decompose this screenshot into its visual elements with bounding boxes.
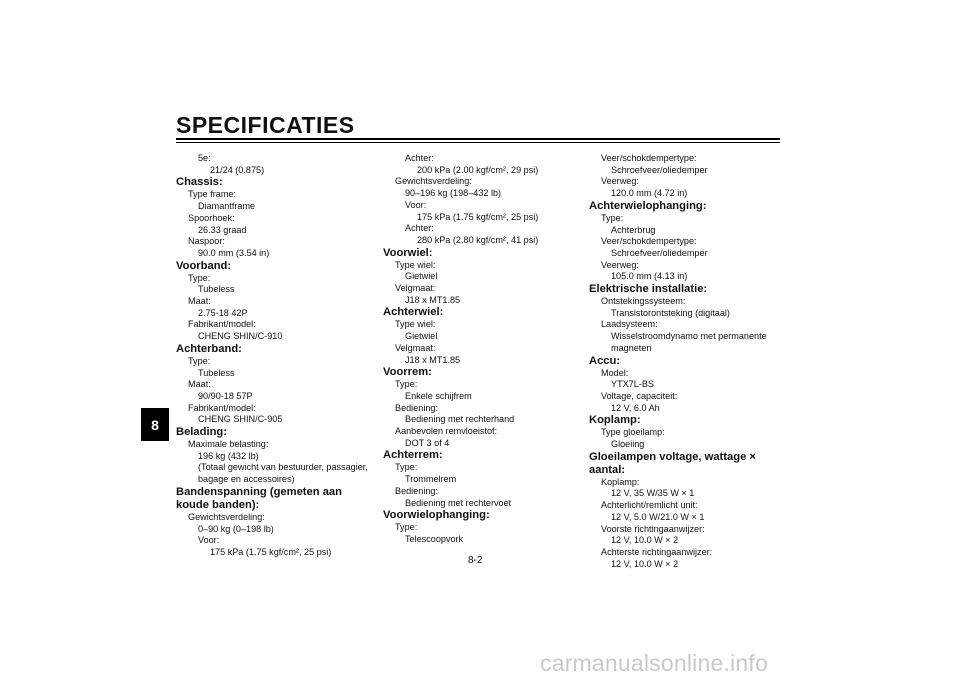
spec-line: Fabrikant/model: — [188, 319, 256, 330]
spec-line: 90.0 mm (3.54 in) — [198, 247, 270, 258]
section-heading: Voorwiel: — [383, 246, 433, 259]
spec-line: 120.0 mm (4.72 in) — [611, 188, 688, 199]
spec-line: Bediening: — [395, 485, 438, 496]
spec-line: 175 kPa (1.75 kgf/cm², 25 psi) — [417, 211, 539, 222]
spec-line: Achterbrug — [611, 224, 656, 235]
spec-line: (Totaal gewicht van bestuurder, passagier, — [198, 462, 368, 473]
spec-line: Gewichtsverdeling: — [395, 176, 472, 187]
page-title: SPECIFICATIES — [176, 112, 355, 138]
spec-line: 105.0 mm (4.13 in) — [611, 271, 688, 282]
section-heading: Achterrem: — [383, 449, 443, 462]
spec-line: Veer/schokdempertype: — [601, 153, 697, 163]
section-heading: Voorrem: — [383, 366, 432, 379]
spec-column-3 — [589, 153, 789, 570]
spec-line: Achter: — [405, 153, 434, 163]
spec-line: 2.75-18 42P — [198, 307, 248, 318]
spec-line: 280 kPa (2.80 kgf/cm², 41 psi) — [417, 234, 539, 245]
spec-line: Tubeless — [198, 284, 235, 295]
spec-line: Tubeless — [198, 367, 235, 378]
spec-line: CHENG SHIN/C-905 — [198, 414, 283, 425]
spec-line: Type frame: — [188, 189, 237, 200]
spec-line: Ontstekingssysteem: — [601, 296, 686, 307]
spec-line: Gietwiel — [405, 331, 438, 342]
spec-line: Veer/schokdempertype: — [601, 236, 697, 247]
spec-line: Maat: — [188, 379, 211, 390]
spec-line: Aanbevolen remvloeistof: — [395, 426, 498, 437]
spec-line: 12 V, 10.0 W × 2 — [611, 558, 679, 569]
header-rule-thin — [176, 142, 780, 143]
spec-line: bagage en accessoires) — [198, 474, 295, 485]
spec-line: Achter: — [405, 223, 434, 234]
spec-line: Achterste richtingaanwijzer: — [601, 546, 713, 557]
spec-line: 12 V, 5.0 W/21.0 W × 1 — [611, 511, 705, 522]
spec-line: Velgmaat: — [395, 342, 436, 353]
header-rule — [176, 138, 780, 140]
spec-line: 21/24 (0.875) — [210, 164, 265, 175]
section-heading: Voorband: — [176, 259, 232, 272]
spec-line: Voorste richtingaanwijzer: — [601, 523, 705, 534]
spec-line: Maximale belasting: — [188, 439, 269, 450]
section-heading: Bandenspanning (gemeten aan koude banden): — [176, 485, 342, 511]
spec-line: 90–196 kg (198–432 lb) — [405, 188, 502, 199]
spec-line: Naspoor: — [188, 236, 225, 247]
spec-line: 26.33 graad — [198, 224, 247, 235]
spec-line: J18 x MT1.85 — [405, 294, 461, 305]
spec-line: Bediening met rechterhand — [405, 414, 515, 425]
spec-line: Schroefveer/oliedemper — [611, 247, 708, 258]
spec-line: 90/90-18 57P — [198, 390, 253, 401]
spec-line: Transistorontsteking (digitaal) — [611, 307, 730, 318]
spec-line: Bediening: — [395, 402, 438, 413]
spec-line: Type gloeilamp: — [601, 427, 665, 438]
section-heading: Gloeilampen voltage, wattage × aantal: — [589, 450, 756, 476]
page-number: 8-2 — [468, 555, 483, 566]
spec-line: 5e: — [198, 153, 211, 163]
section-heading: Achterwielophanging: — [589, 199, 707, 212]
spec-line: Type wiel: — [395, 259, 436, 270]
spec-line: Velgmaat: — [395, 283, 436, 294]
section-heading: Voorwielophanging: — [383, 509, 490, 522]
spec-line: Telescoopvork — [405, 533, 464, 544]
spec-line: Wisselstroomdynamo met permanente — [611, 331, 767, 342]
section-heading: Achterwiel: — [383, 306, 444, 319]
spec-line: Koplamp: — [601, 476, 640, 487]
spec-line: Type wiel: — [395, 319, 436, 330]
spec-line: 0–90 kg (0–198 lb) — [198, 523, 274, 534]
watermark: carmanualsonline.info — [540, 650, 768, 676]
spec-line: Achterlicht/remlicht unit: — [601, 500, 698, 511]
spec-column-2 — [383, 153, 583, 546]
spec-line: Model: — [601, 367, 629, 378]
spec-line: Type: — [601, 212, 624, 223]
spec-line: 12 V, 6.0 Ah — [611, 402, 660, 413]
spec-line: Veerweg: — [601, 259, 639, 270]
spec-line: Gloeiing — [611, 439, 645, 450]
spec-line: Type: — [395, 379, 418, 390]
spec-line: magneten — [611, 342, 652, 353]
spec-line: 12 V, 35 W/35 W × 1 — [611, 488, 695, 499]
section-heading: Achterband: — [176, 342, 242, 355]
spec-line: Type: — [188, 355, 211, 366]
spec-line: Fabrikant/model: — [188, 402, 256, 413]
section-heading: Chassis: — [176, 176, 223, 189]
spec-line: Trommelrem — [405, 474, 457, 485]
spec-line: Maat: — [188, 296, 211, 307]
spec-line: 196 kg (432 lb) — [198, 450, 259, 461]
spec-line: Type: — [188, 272, 211, 283]
spec-line: Veerweg: — [601, 176, 639, 187]
spec-line: Schroefveer/oliedemper — [611, 164, 708, 175]
spec-line: Laadsysteem: — [601, 319, 658, 330]
spec-line: Type: — [395, 522, 418, 533]
spec-line: Diamantframe — [198, 201, 256, 212]
spec-line: DOT 3 of 4 — [405, 437, 450, 448]
spec-line: Voltage, capaciteit: — [601, 390, 678, 401]
spec-line: 200 kPa (2.00 kgf/cm², 29 psi) — [417, 164, 539, 175]
spec-line: Gietwiel — [405, 271, 438, 282]
spec-line: J18 x MT1.85 — [405, 354, 461, 365]
spec-line: YTX7L-BS — [611, 379, 654, 390]
chapter-tab: 8 — [141, 408, 169, 441]
spec-line: Bediening met rechtervoet — [405, 497, 512, 508]
spec-line: Voor: — [405, 199, 427, 210]
spec-column-1 — [176, 153, 376, 559]
spec-line: Spoorhoek: — [188, 212, 235, 223]
spec-line: Enkele schijfrem — [405, 390, 472, 401]
spec-line: CHENG SHIN/C-910 — [198, 331, 283, 342]
spec-line: Voor: — [198, 535, 220, 546]
section-heading: Accu: — [589, 354, 621, 367]
spec-line: 175 kPa (1.75 kgf/cm², 25 psi) — [210, 546, 332, 557]
spec-line: 12 V, 10.0 W × 2 — [611, 535, 679, 546]
section-heading: Belading: — [176, 426, 227, 439]
spec-line: Type: — [395, 462, 418, 473]
section-heading: Koplamp: — [589, 414, 641, 427]
spec-line: Gewichtsverdeling: — [188, 511, 265, 522]
section-heading: Elektrische installatie: — [589, 283, 708, 296]
